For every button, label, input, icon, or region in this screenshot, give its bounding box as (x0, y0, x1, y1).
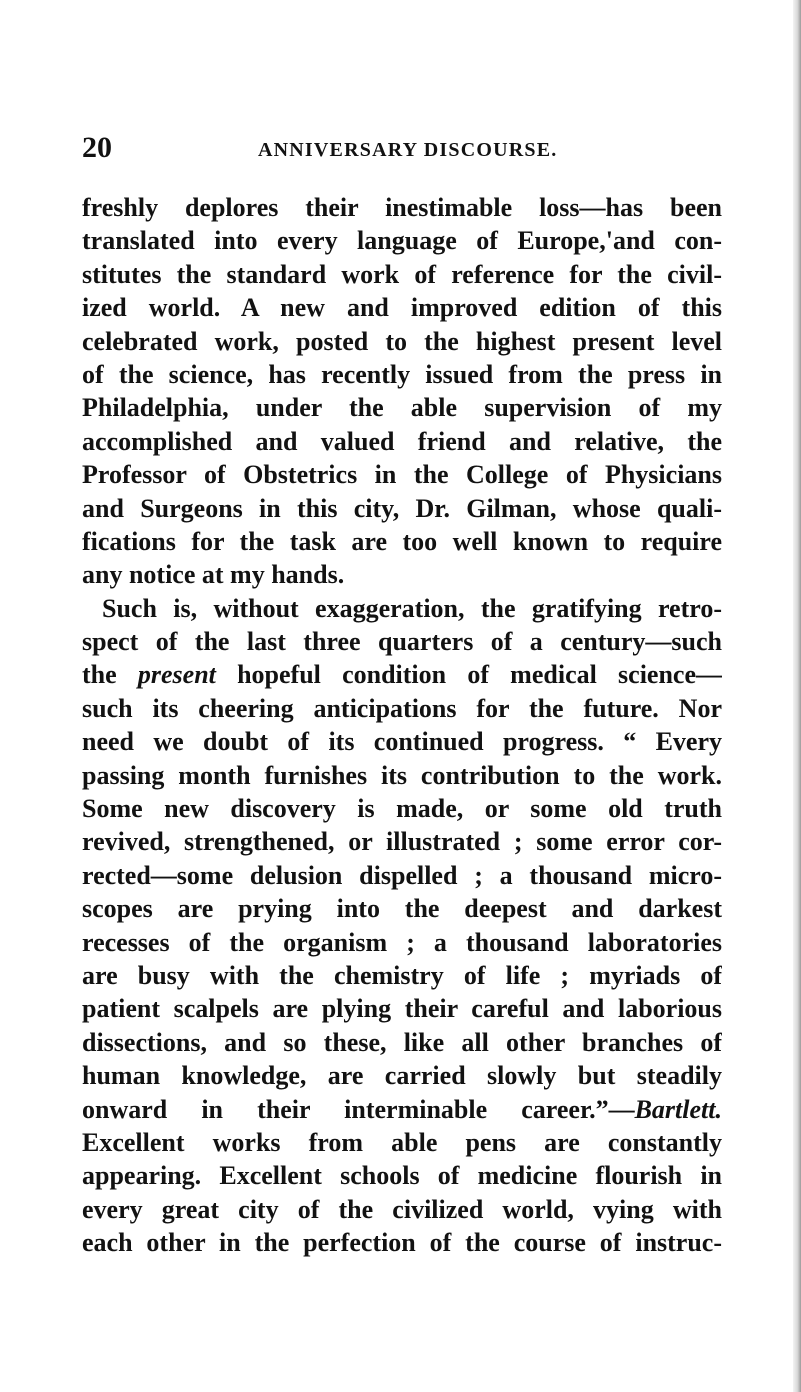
text-segment: need we doubt of its continued progress. “ Every (82, 727, 722, 757)
text-line (82, 759, 722, 792)
text-line (82, 558, 722, 591)
text-segment: are busy with the chemistry of life ; myriads of (82, 960, 722, 990)
text-segment: celebrated work, posted to the highest present level (82, 326, 722, 356)
text-segment: spect of the last three quarters of a century—such (82, 627, 722, 657)
text-segment: accomplished and valued friend and relative, the (82, 426, 722, 456)
text-segment: of the science, has recently issued from the press in (82, 359, 722, 389)
italic-segment: present (137, 660, 216, 690)
page-edge-shadow (793, 0, 801, 1392)
text-segment: dissections, and so these, like all other branches of (82, 1027, 722, 1057)
text-segment: such its cheering anticipations for the future. Nor (82, 693, 722, 723)
page-number: 20 (82, 131, 112, 164)
text-segment: stitutes the standard work of reference for the civil- (82, 259, 722, 289)
text-segment: onward in their interminable career.”— (82, 1094, 635, 1124)
text-line (82, 224, 722, 257)
text-segment: each other in the perfection of the course of instruc- (82, 1228, 722, 1258)
body-text (82, 191, 722, 1260)
text-line (82, 258, 722, 291)
text-line (82, 391, 722, 424)
text-segment: scopes are prying into the deepest and darkest (82, 894, 722, 924)
text-segment: fications for the task are too well known to require (82, 526, 722, 556)
text-line (82, 1226, 722, 1259)
text-segment: and Surgeons in this city, Dr. Gilman, whose quali- (82, 493, 722, 523)
text-line (82, 1093, 722, 1126)
running-title: ANNIVERSARY DISCOURSE. (258, 139, 558, 161)
text-line (82, 525, 722, 558)
text-segment: hopeful condition of medical science— (215, 660, 722, 690)
running-head (82, 133, 722, 173)
text-line (82, 859, 722, 892)
text-line (82, 358, 722, 391)
text-line (82, 625, 722, 658)
text-line (82, 892, 722, 925)
text-segment: any notice at my hands. (82, 560, 345, 590)
text-line (82, 926, 722, 959)
text-segment: appearing. Excellent schools of medicine flourish in (82, 1161, 722, 1191)
text-segment: human knowledge, are carried slowly but steadily (82, 1061, 722, 1091)
text-line (82, 492, 722, 525)
text-line (82, 959, 722, 992)
text-line (82, 825, 722, 858)
text-line (82, 1159, 722, 1192)
text-line (82, 291, 722, 324)
text-line (82, 992, 722, 1025)
text-line (82, 325, 722, 358)
text-line (82, 1126, 722, 1159)
text-segment: passing month furnishes its contribution to the work. (82, 760, 722, 790)
text-segment: Such is, without exaggeration, the gratifying retro- (102, 593, 722, 623)
text-line (82, 725, 722, 758)
text-line (82, 425, 722, 458)
text-segment: Professor of Obstetrics in the College of Physicians (82, 460, 722, 490)
text-line (82, 1059, 722, 1092)
text-segment: patient scalpels are plying their careful and laborious (82, 994, 722, 1024)
text-segment: the (82, 660, 138, 690)
text-segment: every great city of the civilized world, vying with (82, 1194, 722, 1224)
text-line (82, 692, 722, 725)
text-segment: recesses of the organism ; a thousand laboratories (82, 927, 722, 957)
text-line (82, 1193, 722, 1226)
text-line (82, 792, 722, 825)
text-line (82, 658, 722, 691)
italic-segment: Bartlett. (634, 1094, 722, 1124)
text-line (82, 191, 722, 224)
text-line (82, 592, 722, 625)
text-segment: Some new discovery is made, or some old truth (82, 794, 722, 824)
text-line (82, 1026, 722, 1059)
text-segment: Excellent works from able pens are constantly (82, 1127, 722, 1157)
text-segment: ized world. A new and improved edition of this (82, 293, 722, 323)
text-segment: revived, strengthened, or illustrated ; some error cor- (82, 827, 722, 857)
text-segment: rected—some delusion dispelled ; a thousand micro- (82, 860, 722, 890)
text-line (82, 458, 722, 491)
text-segment: translated into every language of Europe,'and con- (82, 226, 722, 256)
text-segment: freshly deplores their inestimable loss—has been (82, 193, 722, 222)
text-segment: Philadelphia, under the able supervision of my (82, 393, 722, 423)
